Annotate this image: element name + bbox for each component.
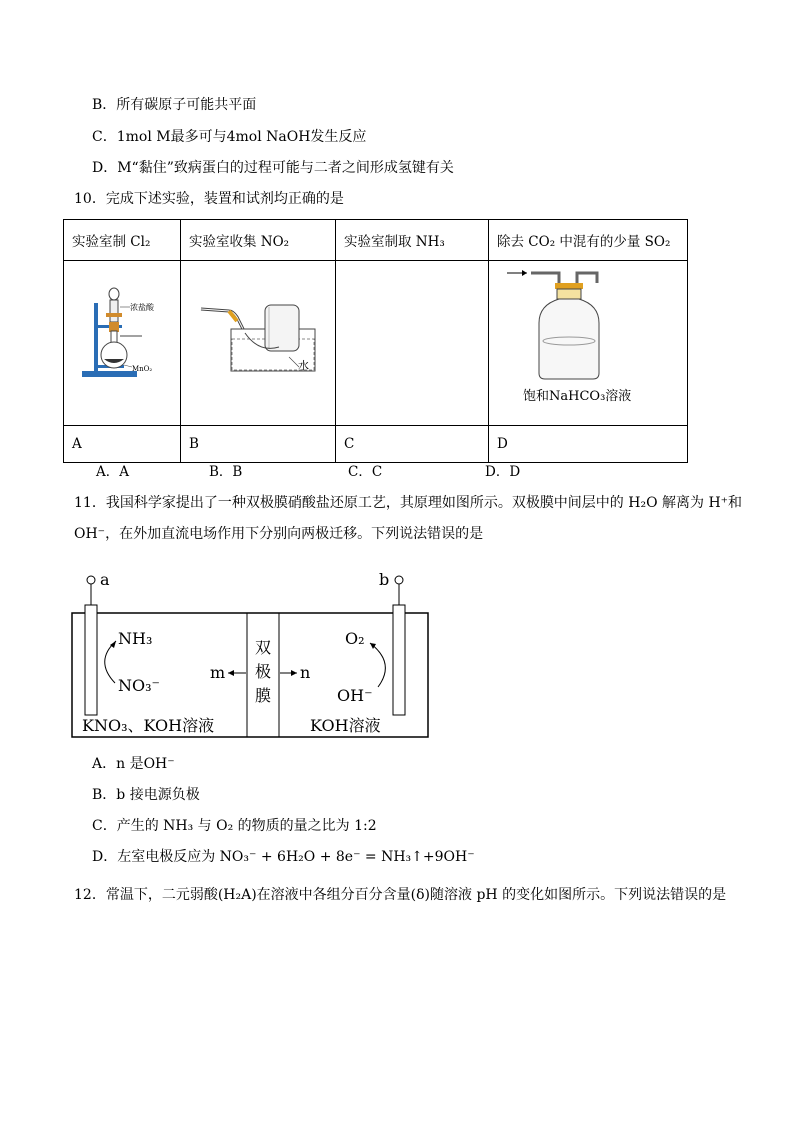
- solution-label: 饱和NaHCO₃溶液: [523, 389, 632, 404]
- header-cell-b: 实验室收集 NO₂: [181, 220, 336, 261]
- q10-choice-b: B．B: [209, 464, 243, 480]
- membrane-char-2: 极: [255, 662, 272, 681]
- q11-stem-line2: OH⁻，在外加直流电场作用下分别向两极迁移。下列说法错误的是: [74, 526, 484, 542]
- electrode-b-label: b: [379, 570, 390, 589]
- q9-option-b: B．所有碳原子可能共平面: [92, 97, 257, 113]
- chlorine-generator-diagram: [72, 261, 172, 421]
- gas-collection-diagram: [189, 261, 327, 421]
- electrode-b: [393, 605, 405, 715]
- reagent-label-bottom: MnO₂: [132, 365, 153, 373]
- reagent-label-top: 浓盐酸: [130, 303, 154, 312]
- q11-stem-line1: 11．我国科学家提出了一种双极膜硝酸盐还原工艺，其原理如图所示。双极膜中间层中的 H₂O 解离为 H⁺和: [74, 495, 743, 511]
- q12-stem: 12．常温下，二元弱酸(H₂A)在溶液中各组分百分含量(δ)随溶液 pH 的变化如图所示。下列说法错误的是: [74, 887, 727, 903]
- q10-choice-a: A．A: [96, 464, 129, 480]
- stand-base: [82, 371, 137, 377]
- gas-washing-bottle-diagram: [497, 261, 679, 421]
- electrode-a-label: a: [100, 570, 110, 589]
- stand-rod: [94, 303, 98, 373]
- water-label: 水: [298, 359, 309, 372]
- q11-option-b: B．b 接电源负极: [92, 787, 200, 803]
- left-solution-label: KNO₃、KOH溶液: [82, 716, 215, 735]
- gas-jar: [265, 305, 299, 351]
- membrane-char-3: 膜: [255, 686, 272, 705]
- q10-choice-c: C．C: [348, 464, 383, 480]
- bottle-cap: [555, 283, 583, 289]
- q10-apparatus-table: [63, 219, 688, 463]
- o2-label: O₂: [345, 629, 365, 648]
- m-label: m: [210, 663, 226, 682]
- label-cell-c: C: [336, 426, 489, 463]
- header-cell-c: 实验室制取 NH₃: [336, 220, 489, 261]
- q11-option-d: D．左室电极反应为 NO₃⁻ + 6H₂O + 8e⁻ = NH₃↑+9OH⁻: [92, 849, 475, 865]
- label-cell-a: A: [64, 426, 181, 463]
- q10-choice-d: D．D: [485, 464, 521, 480]
- n-label: n: [300, 663, 311, 682]
- bottle-stopper: [557, 289, 581, 299]
- dropping-funnel: [110, 300, 118, 322]
- q11-option-c: C．产生的 NH₃ 与 O₂ 的物质的量之比为 1:2: [92, 818, 377, 834]
- q9-option-d: D．M“黏住”致病蛋白的过程可能与二者之间形成氢键有关: [92, 160, 454, 176]
- stopcock: [106, 313, 122, 317]
- apparatus-a-cell: [64, 261, 181, 426]
- q10-stem: 10．完成下述实验，装置和试剂均正确的是: [74, 191, 344, 207]
- q9-option-c: C．1mol M最多可与4mol NaOH发生反应: [92, 129, 367, 145]
- no3-label: NO₃⁻: [118, 676, 160, 695]
- q11-option-a: A．n 是OH⁻: [92, 756, 175, 772]
- electrolysis-cell-diagram: [60, 565, 440, 745]
- electrode-a: [85, 605, 97, 715]
- label-cell-b: B: [181, 426, 336, 463]
- terminal-b: [395, 576, 403, 584]
- label-line-bottom: [124, 365, 132, 367]
- apparatus-c-cell: [336, 261, 489, 426]
- funnel-top: [109, 288, 119, 300]
- membrane-char-1: 双: [255, 638, 272, 657]
- oh-label: OH⁻: [337, 686, 373, 705]
- header-cell-d: 除去 CO₂ 中混有的少量 SO₂: [489, 220, 688, 261]
- label-cell-d: D: [489, 426, 688, 463]
- right-solution-label: KOH溶液: [310, 716, 381, 735]
- round-flask: [101, 342, 127, 368]
- nh3-label: NH₃: [118, 629, 153, 648]
- terminal-a: [87, 576, 95, 584]
- apparatus-d-cell: [489, 261, 688, 426]
- header-cell-a: 实验室制 Cl₂: [64, 220, 181, 261]
- flow-arrow-head: [522, 270, 527, 276]
- apparatus-b-cell: [181, 261, 336, 426]
